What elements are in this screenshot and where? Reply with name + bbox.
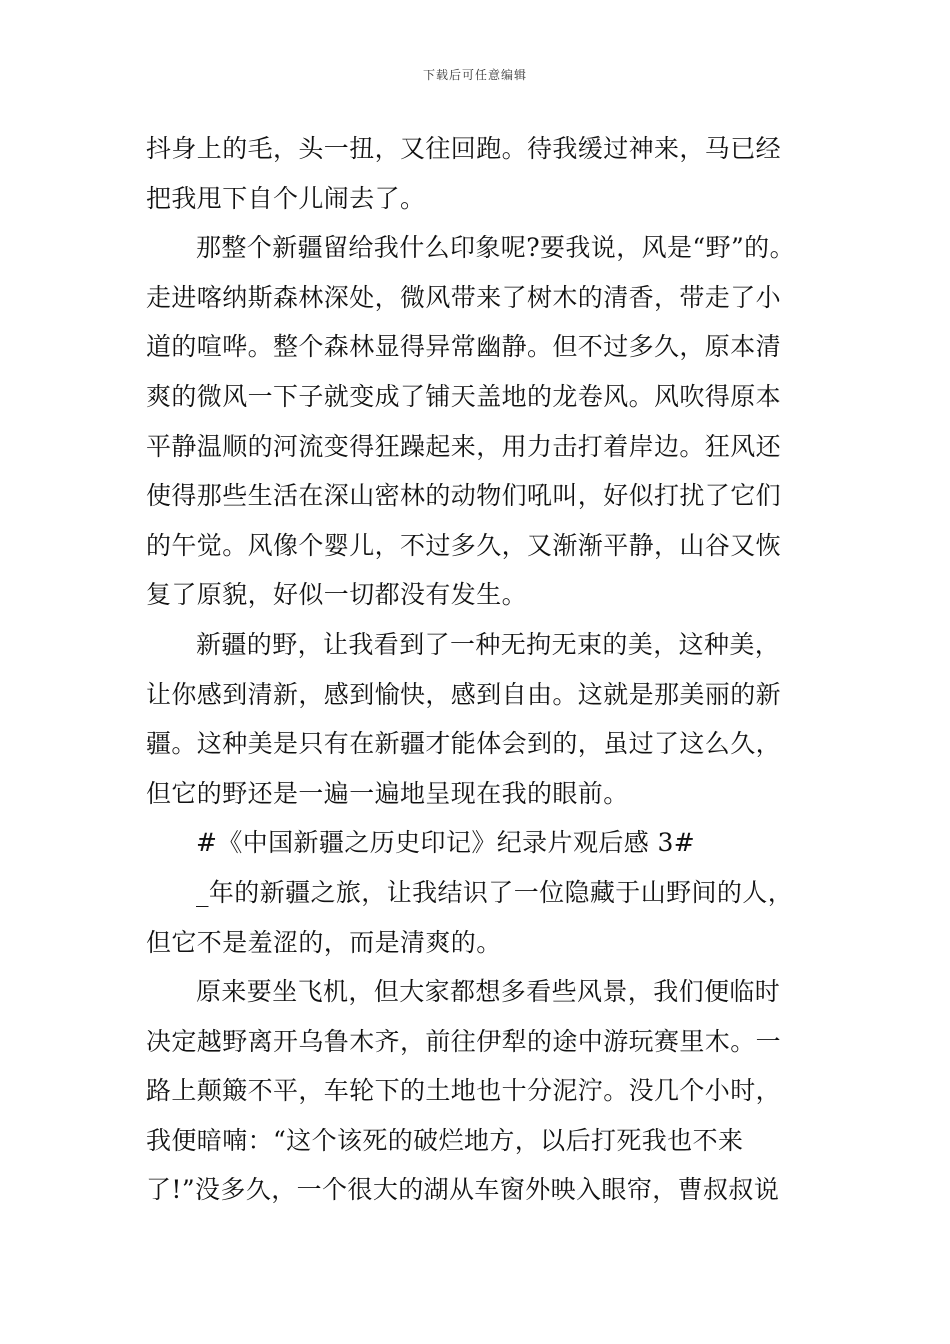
text-line: 了!”没多久，一个很大的湖从车窗外映入眼帘，曹叔叔说 bbox=[146, 1175, 780, 1205]
text-line: 路上颠簸不平，车轮下的土地也十分泥泞。没几个小时， bbox=[146, 1076, 782, 1106]
text-line: 决定越野离开乌鲁木齐，前往伊犁的途中游玩赛里木。一 bbox=[146, 1026, 782, 1056]
text-line: 走进喀纳斯森林深处，微风带来了树木的清香，带走了小 bbox=[146, 282, 782, 312]
text-line: 新疆的野，让我看到了一种无拘无束的美，这种美， bbox=[196, 629, 781, 659]
text-line: 复了原貌，好似一切都没有发生。 bbox=[146, 580, 528, 610]
text-line: 让你感到清新，感到愉快，感到自由。这就是那美丽的新 bbox=[146, 679, 782, 709]
document-body bbox=[146, 124, 836, 1215]
text-line: 疆。这种美是只有在新疆才能体会到的，虽过了这么久， bbox=[146, 729, 782, 759]
text-line: _年的新疆之旅，让我结识了一位隐藏于山野间的人， bbox=[196, 877, 794, 907]
text-line: 的午觉。风像个婴儿，不过多久，又渐渐平静，山谷又恢 bbox=[146, 530, 782, 560]
text-line: 抖身上的毛，头一扭，又往回跑。待我缓过神来，马已经 bbox=[146, 134, 782, 163]
text-line: 平静温顺的河流变得狂躁起来，用力击打着岸边。狂风还 bbox=[146, 431, 782, 461]
text-line: 但它不是羞涩的，而是清爽的。 bbox=[146, 927, 502, 957]
text-line: 使得那些生活在深山密林的动物们吼叫，好似打扰了它们 bbox=[146, 481, 782, 511]
page-header: 下载后可任意编辑 bbox=[422, 68, 527, 82]
text-line: 道的喧哗。整个森林显得异常幽静。但不过多久，原本清 bbox=[146, 332, 782, 362]
text-line: 原来要坐飞机，但大家都想多看些风景，我们便临时 bbox=[196, 977, 781, 1007]
text-line: 把我甩下自个儿闹去了。 bbox=[146, 183, 426, 213]
text-line: 爽的微风一下子就变成了铺天盖地的龙卷风。风吹得原本 bbox=[146, 381, 782, 411]
text-line: 但它的野还是一遍一遍地呈现在我的眼前。 bbox=[146, 778, 629, 808]
text-line: 我便暗喃：“这个该死的破烂地方，以后打死我也不来 bbox=[146, 1125, 744, 1155]
text-line: 那整个新疆留给我什么印象呢?要我说，风是“野”的。 bbox=[196, 233, 795, 263]
text-line: #《中国新疆之历史印记》纪录片观后感 3# bbox=[196, 828, 696, 858]
